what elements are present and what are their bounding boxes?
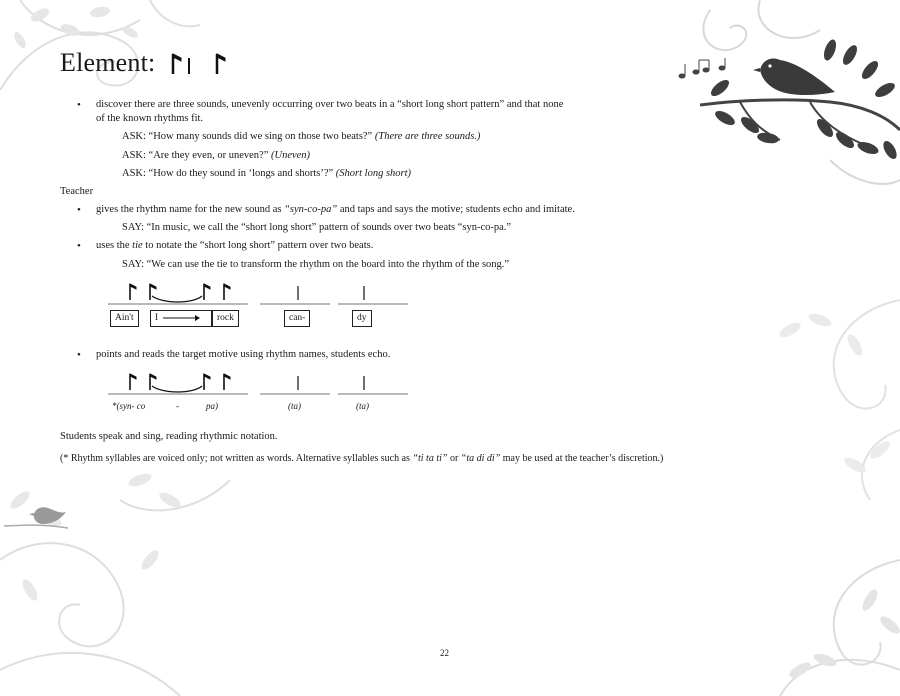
say-line: SAY: “In music, we call the “short long short” pattern of sounds over two beats “syn-co-pa.” <box>122 222 512 234</box>
bullet-text: uses the <box>96 240 133 252</box>
ask-answer: (There are three sounds.) <box>374 131 481 143</box>
footnote-text: (* Rhythm syllables are voiced only; not written as words. Alternative syllables such as <box>60 453 413 465</box>
ask-answer: (Short long short) <box>335 167 412 179</box>
rhythm-syllable: (ta) <box>356 400 369 411</box>
list-item <box>60 348 840 362</box>
syllable-box: dy <box>352 310 372 327</box>
rhythm-syllable: *(syn- co <box>112 400 146 411</box>
bullet-text: points and reads the target motive using rhythm names, students echo. <box>96 348 391 360</box>
footnote-text: may be used at the teacher’s discretion.) <box>500 453 664 465</box>
syllable-box: rock <box>212 310 239 327</box>
bullet-text: to notate the “short long short” pattern over two beats. <box>142 240 374 252</box>
footnote-alt-syllables: “ti ta ti” <box>412 453 448 465</box>
bullet-text: and taps and says the motive; students echo and imitate. <box>337 204 575 216</box>
ask-text: ASK: “Are they even, or uneven?” <box>122 149 269 161</box>
floral-swirl-icon <box>0 440 260 696</box>
small-bird-icon <box>4 500 68 536</box>
students-line: Students speak and sing, reading rhythmic notation. <box>60 430 278 442</box>
syllable-box: Ain't <box>110 310 139 327</box>
list-item <box>60 239 840 253</box>
rhythm-notes-icon <box>108 368 428 408</box>
syllable-box <box>150 310 212 327</box>
ask-question <box>122 149 840 163</box>
rhythm-syllable: (ta) <box>288 400 301 411</box>
ask-text: ASK: “How many sounds did we sing on those two beats?” <box>122 131 373 143</box>
footnote-alt-syllables: “ta di di” <box>460 453 501 465</box>
lesson-content <box>60 98 840 466</box>
rhythm-syllable: - <box>176 400 179 411</box>
syllable-name: “syn-co-pa” <box>284 204 338 216</box>
music-notes-icon <box>676 56 738 84</box>
rhythm-notation-board <box>108 278 840 340</box>
list-item <box>60 98 840 126</box>
ask-question <box>122 167 840 181</box>
syllable-box-text: I <box>155 312 159 323</box>
rhythm-syllable: pa) <box>206 400 218 411</box>
bullet-text: gives the rhythm name for the new sound as <box>96 204 285 216</box>
page-number: 22 <box>440 648 449 658</box>
teacher-label: Teacher <box>60 185 94 197</box>
eighth-quarter-eighth-rhythm-icon <box>165 50 229 76</box>
page-title <box>60 48 229 78</box>
bullet-text-continued: of the known rhythms fit. <box>96 113 204 125</box>
list-item <box>60 203 840 217</box>
ask-question <box>122 130 840 144</box>
ask-text: ASK: “How do they sound in ‘longs and shorts’?” <box>122 167 334 179</box>
footnote <box>60 452 840 466</box>
say-line: SAY: “We can use the tie to transform the rhythm on the board into the rhythm of the song.” <box>122 258 510 270</box>
bullet-text: discover there are three sounds, unevenly occurring over two beats in a “short long short pattern” and that none <box>96 99 564 110</box>
title-text: Element: <box>60 48 156 77</box>
floral-swirl-icon <box>740 540 900 696</box>
ask-answer: (Uneven) <box>270 149 311 161</box>
syllable-box: can- <box>284 310 310 327</box>
rhythm-notation-syllables <box>108 368 840 424</box>
tie-term: tie <box>132 240 143 252</box>
footnote-text: or <box>447 453 461 465</box>
arrow-right-icon <box>161 314 201 322</box>
